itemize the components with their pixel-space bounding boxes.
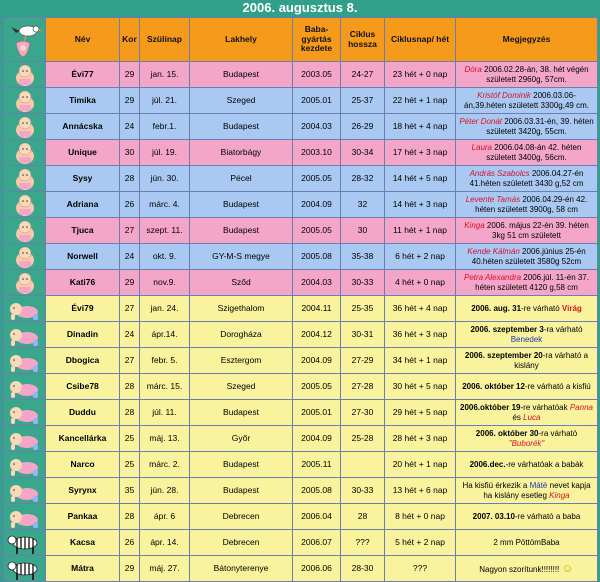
note-segment: 2006.04.27-én 41.héten született 3430 g,52 cm <box>469 169 584 188</box>
member-name: Évi77 <box>46 62 120 88</box>
member-cycle-day: 8 hét + 0 nap <box>385 504 456 530</box>
note-segment: Dóra <box>464 65 482 75</box>
member-start: 2006.07 <box>293 530 341 556</box>
note-segment: Máté <box>529 481 548 491</box>
table-row <box>4 530 598 556</box>
member-cycle-day: 14 hét + 3 nap <box>385 192 456 218</box>
member-city: Budapest <box>190 400 293 426</box>
member-cycle: 25-35 <box>341 296 385 322</box>
member-city: Debrecen <box>190 530 293 556</box>
member-age: 28 <box>120 374 140 400</box>
note-segment: Virág <box>561 303 582 313</box>
note-segment: 2007. 03.10 <box>472 511 515 521</box>
member-note <box>456 348 598 374</box>
baby-icon <box>4 88 46 114</box>
member-city: Dorogháza <box>190 322 293 348</box>
member-cycle-day: ??? <box>385 556 456 582</box>
member-age: 29 <box>120 88 140 114</box>
member-note <box>456 88 598 114</box>
member-note <box>456 504 598 530</box>
member-note <box>456 374 598 400</box>
member-city: Szeged <box>190 88 293 114</box>
member-cycle: 30-33 <box>341 478 385 504</box>
member-birthday: jún. 28. <box>140 478 190 504</box>
member-cycle-day: 13 hét + 6 nap <box>385 478 456 504</box>
note-segment: 2 mm PöttömBaba <box>493 537 560 547</box>
note-segment: "Buborék" <box>508 438 545 448</box>
member-name: Pankaa <box>46 504 120 530</box>
member-age: 25 <box>120 426 140 452</box>
table-body <box>4 62 598 582</box>
member-cycle-day: 22 hét + 1 nap <box>385 88 456 114</box>
member-birthday: ápr.14. <box>140 322 190 348</box>
member-note <box>456 556 598 582</box>
member-city: Debrecen <box>190 504 293 530</box>
member-city: Budapest <box>190 218 293 244</box>
zebra-icon <box>4 530 46 556</box>
member-name: Duddu <box>46 400 120 426</box>
member-name: Dinadin <box>46 322 120 348</box>
member-birthday: márc. 4. <box>140 192 190 218</box>
member-name: Sysy <box>46 166 120 192</box>
crawling-baby-icon <box>4 478 46 504</box>
member-cycle-day: 20 hét + 1 nap <box>385 452 456 478</box>
member-birthday: jan. 24. <box>140 296 190 322</box>
member-cycle: 35-38 <box>341 244 385 270</box>
member-start: 2004.03 <box>293 114 341 140</box>
note-segment: 2006.04.29-én 42. héten született 3900g, 58 cm <box>475 195 588 214</box>
member-age: 24 <box>120 114 140 140</box>
member-name: Kancellárka <box>46 426 120 452</box>
member-start: 2004.12 <box>293 322 341 348</box>
member-cycle-day: 29 hét + 5 nap <box>385 400 456 426</box>
table-row <box>4 270 598 296</box>
member-city: GY-M-S megye <box>190 244 293 270</box>
member-cycle: 30-31 <box>341 322 385 348</box>
table-row <box>4 322 598 348</box>
note-segment: Nagyon szorítunk!!!!!!!! <box>479 564 562 574</box>
member-birthday: júl. 11. <box>140 400 190 426</box>
member-name: Kati76 <box>46 270 120 296</box>
member-city: Szeged <box>190 374 293 400</box>
member-name: Csibe78 <box>46 374 120 400</box>
member-cycle: ??? <box>341 530 385 556</box>
member-city: Esztergom <box>190 348 293 374</box>
member-birthday: júl. 21. <box>140 88 190 114</box>
stork-icon-cell <box>4 18 46 62</box>
member-note <box>456 140 598 166</box>
member-age: 27 <box>120 348 140 374</box>
table-row <box>4 374 598 400</box>
table-row <box>4 478 598 504</box>
baby-icon <box>4 218 46 244</box>
note-segment: Ha kisfiú érkezik a <box>462 481 530 491</box>
member-birthday: júl. 19. <box>140 140 190 166</box>
crawling-baby-icon <box>4 296 46 322</box>
header-row <box>4 18 598 62</box>
member-cycle-day: 23 hét + 0 nap <box>385 62 456 88</box>
member-cycle <box>341 452 385 478</box>
table-row <box>4 166 598 192</box>
member-name: Tjuca <box>46 218 120 244</box>
member-age: 24 <box>120 244 140 270</box>
zebra-icon <box>4 556 46 582</box>
table-row <box>4 244 598 270</box>
member-cycle: 24-27 <box>341 62 385 88</box>
stork-icon <box>6 21 44 59</box>
member-cycle-day: 14 hét + 5 nap <box>385 166 456 192</box>
note-segment: Petra Alexandra <box>464 273 522 283</box>
table-row <box>4 88 598 114</box>
note-segment: 2006.03.06-án,39.héten született 3300g,49 cm. <box>464 91 589 110</box>
note-segment: -re várhatóak <box>520 403 570 413</box>
member-cycle: 27-28 <box>341 374 385 400</box>
member-age: 28 <box>120 504 140 530</box>
note-segment: -re várható a baba <box>514 511 581 521</box>
member-name: Annácska <box>46 114 120 140</box>
note-segment: András Szabolcs <box>469 169 530 179</box>
member-age: 28 <box>120 400 140 426</box>
member-birthday: febr. 5. <box>140 348 190 374</box>
baby-icon <box>4 270 46 296</box>
member-cycle-day: 11 hét + 1 nap <box>385 218 456 244</box>
crawling-baby-icon <box>4 400 46 426</box>
member-city: Budapest <box>190 114 293 140</box>
note-segment: Levente Tamás <box>465 195 521 205</box>
member-age: 26 <box>120 530 140 556</box>
member-city: Budapest <box>190 62 293 88</box>
member-age: 24 <box>120 322 140 348</box>
member-start: 2006.06 <box>293 556 341 582</box>
col-header-age: Kor <box>120 18 140 62</box>
member-age: 26 <box>120 192 140 218</box>
crawling-baby-icon <box>4 426 46 452</box>
member-birthday: máj. 27. <box>140 556 190 582</box>
member-city: Szigethalom <box>190 296 293 322</box>
member-cycle: 28-32 <box>341 166 385 192</box>
note-segment: Luca <box>523 412 541 422</box>
member-start: 2005.11 <box>293 452 341 478</box>
col-header-note: Megjegyzés <box>456 18 598 62</box>
note-segment: 2006. május 22-én 39. héten 3kg 51 cm született <box>484 221 589 240</box>
member-city: Biatorbágy <box>190 140 293 166</box>
crawling-baby-icon <box>4 348 46 374</box>
member-cycle-day: 18 hét + 4 nap <box>385 114 456 140</box>
member-note <box>456 400 598 426</box>
member-note <box>456 452 598 478</box>
crawling-baby-icon <box>4 504 46 530</box>
member-age: 29 <box>120 270 140 296</box>
member-name: Timika <box>46 88 120 114</box>
member-start: 2005.08 <box>293 478 341 504</box>
member-note <box>456 218 598 244</box>
member-start: 2005.05 <box>293 374 341 400</box>
member-cycle: 30-33 <box>341 270 385 296</box>
baby-icon <box>4 192 46 218</box>
member-birthday: márc. 2. <box>140 452 190 478</box>
member-note <box>456 166 598 192</box>
member-birthday: márc. 15. <box>140 374 190 400</box>
member-age: 29 <box>120 62 140 88</box>
note-segment: 2006.júl. 11-én 37. héten született 4120 g,58 cm <box>475 273 589 292</box>
table-row <box>4 400 598 426</box>
col-header-cycleday: Ciklusnap/ hét <box>385 18 456 62</box>
member-name: Unique <box>46 140 120 166</box>
member-city: Pécel <box>190 166 293 192</box>
member-birthday: ápr. 6 <box>140 504 190 530</box>
table-row <box>4 114 598 140</box>
baby-icon <box>4 62 46 88</box>
member-cycle-day: 28 hét + 3 nap <box>385 426 456 452</box>
table-row <box>4 218 598 244</box>
table-row <box>4 62 598 88</box>
member-age: 28 <box>120 166 140 192</box>
note-segment: 2006. aug. 31 <box>471 303 522 313</box>
col-header-city: Lakhely <box>190 18 293 62</box>
member-start: 2004.11 <box>293 296 341 322</box>
note-segment: Kinga <box>464 221 485 231</box>
member-city: Budapest <box>190 452 293 478</box>
member-cycle-day: 36 hét + 4 nap <box>385 296 456 322</box>
note-segment: 2006. szeptember 3 <box>470 325 544 335</box>
crawling-baby-icon <box>4 452 46 478</box>
note-segment: Benedek <box>510 334 543 344</box>
note-segment: Kristóf Dominik <box>477 91 531 101</box>
baby-icon <box>4 114 46 140</box>
member-city: Budapest <box>190 478 293 504</box>
member-cycle: 25-28 <box>341 426 385 452</box>
member-cycle: 27-29 <box>341 348 385 374</box>
member-cycle: 26-29 <box>341 114 385 140</box>
note-segment: nevet kapja ha kislány esetleg <box>483 481 591 500</box>
member-name: Norwell <box>46 244 120 270</box>
note-segment: 2006. október 12 <box>462 381 525 391</box>
member-cycle: 32 <box>341 192 385 218</box>
member-note <box>456 296 598 322</box>
note-segment: -ra várható <box>543 325 583 335</box>
member-birthday: ápr. 14. <box>140 530 190 556</box>
baby-icon <box>4 244 46 270</box>
col-header-name: Név <box>46 18 120 62</box>
members-table <box>3 17 598 582</box>
member-city: Budapest <box>190 192 293 218</box>
member-name: Adriana <box>46 192 120 218</box>
note-segment: 2006.dec. <box>469 459 506 469</box>
member-birthday: máj. 13. <box>140 426 190 452</box>
member-age: 30 <box>120 140 140 166</box>
note-segment: 2006.június 25-én 40.héten született 3580g 52cm <box>471 247 586 266</box>
member-cycle-day: 5 hét + 2 nap <box>385 530 456 556</box>
member-cycle: 25-37 <box>341 88 385 114</box>
member-cycle: 30-34 <box>341 140 385 166</box>
member-start: 2004.09 <box>293 348 341 374</box>
member-cycle-day: 30 hét + 5 nap <box>385 374 456 400</box>
note-segment: Péter Donát <box>459 117 503 127</box>
member-name: Syrynx <box>46 478 120 504</box>
col-header-cycle: Ciklus hossza <box>341 18 385 62</box>
member-cycle: 30 <box>341 218 385 244</box>
member-city: Bátonyterenye <box>190 556 293 582</box>
note-segment: Panna <box>569 403 593 413</box>
note-segment: -re várható a kisfiú <box>524 381 591 391</box>
member-birthday: okt. 9. <box>140 244 190 270</box>
table-row <box>4 192 598 218</box>
member-age: 27 <box>120 296 140 322</box>
member-age: 25 <box>120 452 140 478</box>
member-start: 2005.05 <box>293 218 341 244</box>
member-start: 2003.05 <box>293 62 341 88</box>
member-start: 2006.04 <box>293 504 341 530</box>
member-cycle-day: 17 hét + 3 nap <box>385 140 456 166</box>
member-start: 2005.05 <box>293 166 341 192</box>
col-header-start: Baba-gyártás kezdete <box>293 18 341 62</box>
crawling-baby-icon <box>4 374 46 400</box>
note-segment: 2006.03.31-én, 39. héten született 3420g, 55cm. <box>486 117 594 136</box>
table-row <box>4 348 598 374</box>
member-age: 35 <box>120 478 140 504</box>
member-note <box>456 114 598 140</box>
note-segment: Kende Kálmán <box>467 247 520 257</box>
table-row <box>4 556 598 582</box>
note-segment: -ra várható a kislány <box>514 351 589 370</box>
member-city: Sződ <box>190 270 293 296</box>
member-cycle: 27-30 <box>341 400 385 426</box>
member-age: 27 <box>120 218 140 244</box>
member-name: Narco <box>46 452 120 478</box>
note-segment: 2006. október 30 <box>475 429 539 439</box>
note-segment: 2006. szeptember 20 <box>464 351 543 361</box>
member-note <box>456 530 598 556</box>
member-start: 2003.10 <box>293 140 341 166</box>
note-segment: 2006.02.28-án, 38. hét végén született 2960g, 57cm. <box>481 65 589 84</box>
member-start: 2004.09 <box>293 192 341 218</box>
baby-icon <box>4 140 46 166</box>
member-birthday: szept. 11. <box>140 218 190 244</box>
note-segment: és <box>512 412 524 422</box>
member-start: 2005.01 <box>293 400 341 426</box>
member-cycle: 28 <box>341 504 385 530</box>
member-start: 2004.03 <box>293 270 341 296</box>
member-cycle-day: 36 hét + 3 nap <box>385 322 456 348</box>
member-note <box>456 192 598 218</box>
member-note <box>456 270 598 296</box>
crawling-baby-icon <box>4 322 46 348</box>
member-note <box>456 322 598 348</box>
member-note <box>456 478 598 504</box>
note-segment: 2006.október 19 <box>460 403 521 413</box>
member-name: Dbogica <box>46 348 120 374</box>
col-header-birthday: Szülinap <box>140 18 190 62</box>
member-cycle-day: 34 hét + 1 nap <box>385 348 456 374</box>
member-name: Évi79 <box>46 296 120 322</box>
member-cycle: 28-30 <box>341 556 385 582</box>
member-cycle-day: 4 hét + 0 nap <box>385 270 456 296</box>
member-birthday: jan. 15. <box>140 62 190 88</box>
member-birthday: nov.9. <box>140 270 190 296</box>
member-birthday: febr.1. <box>140 114 190 140</box>
note-segment: Kinga <box>549 490 570 500</box>
member-cycle-day: 6 hét + 2 nap <box>385 244 456 270</box>
table-row <box>4 504 598 530</box>
note-segment: -re várhatóak a babák <box>505 459 584 469</box>
table-row <box>4 140 598 166</box>
member-start: 2005.01 <box>293 88 341 114</box>
member-note <box>456 244 598 270</box>
member-age: 29 <box>120 556 140 582</box>
member-name: Kacsa <box>46 530 120 556</box>
baby-icon <box>4 166 46 192</box>
table-row <box>4 296 598 322</box>
member-start: 2004.09 <box>293 426 341 452</box>
note-segment: -ra várható <box>538 429 578 439</box>
member-city: Győr <box>190 426 293 452</box>
note-segment: 2006.04.08-án 42. héten született 3400g, 56cm. <box>486 143 582 162</box>
member-note <box>456 62 598 88</box>
note-segment: ☺ <box>561 560 574 575</box>
member-name: Mátra <box>46 556 120 582</box>
note-segment: -re várható <box>521 303 562 313</box>
page-title: 2006. augusztus 8. <box>242 0 358 15</box>
member-note <box>456 426 598 452</box>
table-row <box>4 452 598 478</box>
note-segment: Laura <box>471 143 493 153</box>
table-row <box>4 426 598 452</box>
member-start: 2005.08 <box>293 244 341 270</box>
member-birthday: jún. 30. <box>140 166 190 192</box>
